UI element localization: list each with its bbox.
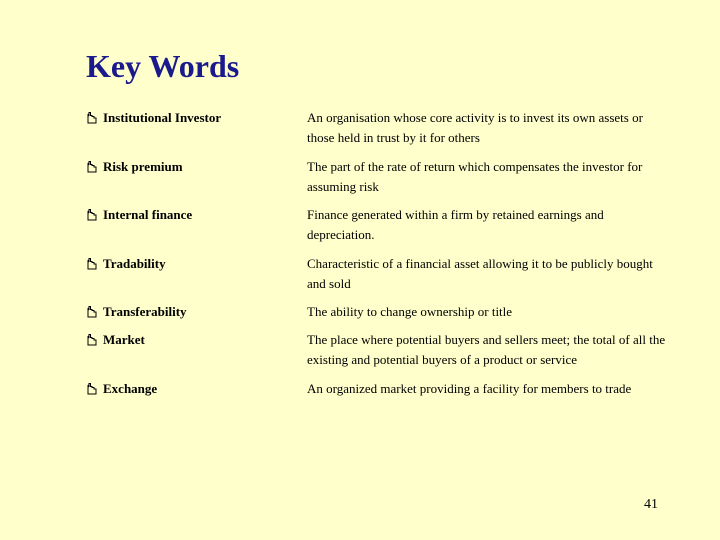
term-label: Exchange [103, 380, 158, 396]
term-label: Tradability [103, 255, 166, 271]
pointing-hand-icon [86, 305, 100, 319]
term-label: Transferability [103, 304, 187, 319]
pointing-hand-icon [86, 333, 100, 347]
pointing-hand-icon [86, 160, 100, 174]
term-definition: The part of the rate of return which compensates the investor for assuming risk [307, 158, 643, 194]
term-definition: An organisation whose core activity is to invest its own assets or those held in trust by it for others [307, 110, 643, 145]
term-cell [86, 157, 301, 177]
term-definition: Finance generated within a firm by retained earnings and depreciation. [307, 207, 604, 242]
page-number: 41 [644, 497, 658, 512]
term-row [86, 379, 666, 428]
term-label: Internal finance [103, 207, 193, 222]
term-definition: The ability to change ownership or title [307, 304, 513, 319]
term-definition: Characteristic of a financial asset allowing it to be publicly bought and sold [307, 255, 653, 291]
term-cell [86, 254, 301, 274]
term-row [86, 302, 666, 330]
term-cell [86, 108, 301, 128]
term-row [86, 205, 666, 254]
term-row [86, 330, 666, 379]
pointing-hand-icon [86, 382, 100, 396]
term-cell [86, 379, 301, 399]
term-label: Risk premium [103, 158, 183, 174]
key-words-list [86, 108, 666, 427]
term-row [86, 108, 666, 157]
term-cell [86, 302, 301, 322]
term-row [86, 157, 666, 206]
page-title: Key Words [86, 48, 240, 84]
pointing-hand-icon [86, 111, 100, 125]
pointing-hand-icon [86, 257, 100, 271]
term-label: Institutional Investor [103, 110, 222, 125]
term-label: Market [103, 332, 145, 347]
term-definition: The place where potential buyers and sellers meet; the total of all the existing and potential buyers of a product or service [307, 332, 666, 367]
pointing-hand-icon [86, 208, 100, 222]
term-cell [86, 330, 301, 350]
term-cell [86, 205, 301, 225]
term-definition: An organized market providing a facility for members to trade [307, 380, 632, 396]
term-row [86, 254, 666, 303]
